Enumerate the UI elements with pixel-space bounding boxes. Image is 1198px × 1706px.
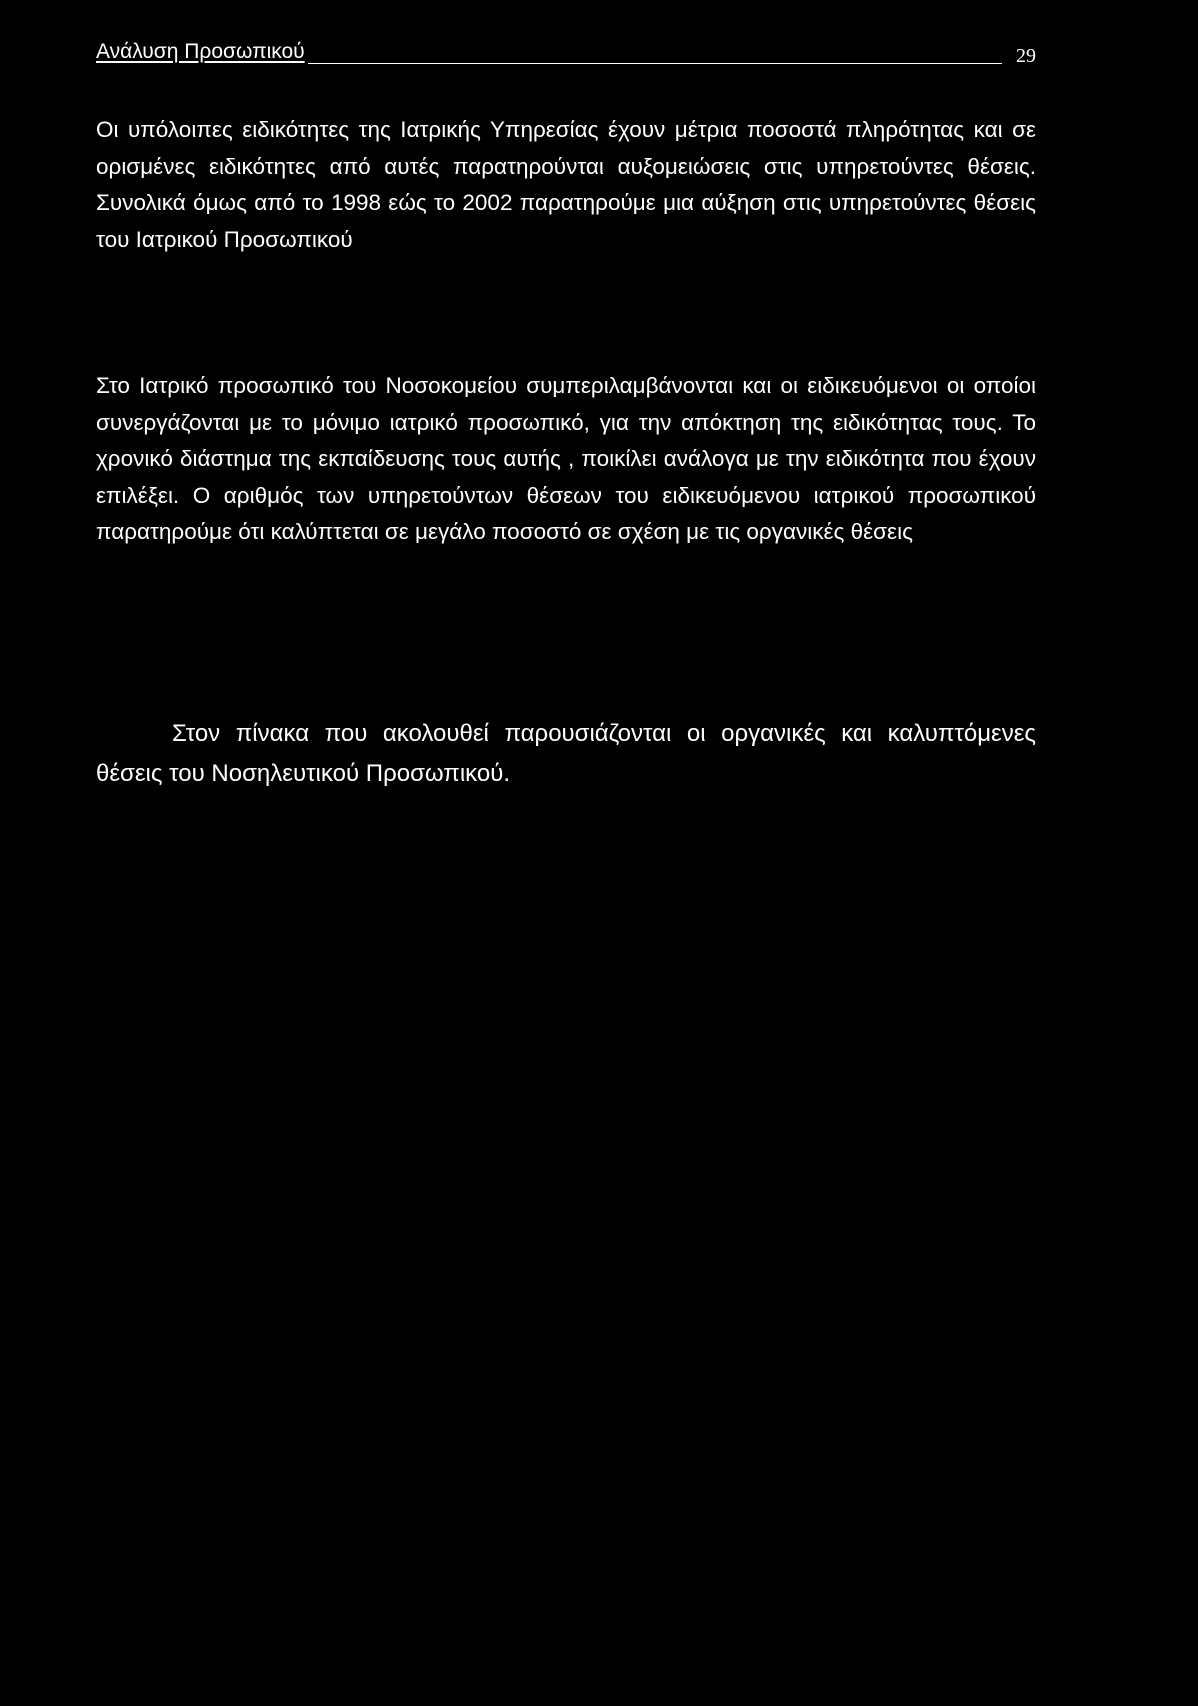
paragraph-specialties-summary: Οι υπόλοιπες ειδικότητες της Ιατρικής Υπηρεσίας έχουν μέτρια ποσοστά πληρότητας και σε ορισμένες ειδικότητες από αυτές παρατηρούνται αυξομειώσεις στις υπηρετούντες θέσεις. Συνολικά όμως από το 1998 εώς το 2002 παρατηρούμε μια αύξηση στις υπηρετούντες θέσεις του Ιατρικού Προσωπικού: [96, 117, 1036, 252]
page-header: [96, 40, 1036, 70]
header-rule: [308, 63, 1002, 64]
page-number: 29: [1016, 45, 1036, 67]
paragraph-table-intro: Στον πίνακα που ακολουθεί παρουσιάζονται οι οργανικές και καλυπτόμενες θέσεις του Νοσηλευτικού Προσωπικού.: [96, 720, 1036, 787]
header-title: Ανάλυση Προσωπικού: [96, 40, 305, 63]
paragraph-residents: Στο Ιατρικό προσωπικό του Νοσοκομείου συμπεριλαμβάνονται και οι ειδικευόμενοι οι οποίοι συνεργάζονται με το μόνιμο ιατρικό προσωπικό, για την απόκτηση της ειδικότητας τους. Το χρονικό διάστημα της εκπαίδευσης τους αυτής , ποικίλει ανάλογα με την ειδικότητα που έχουν επιλέξει. Ο αριθμός των υπηρετούντων θέσεων του ειδικευόμενου ιατρικού προσωπικού παρατηρούμε ότι καλύπτεται σε μεγάλο ποσοστό σε σχέση με τις οργανικές θέσεις: [96, 373, 1036, 544]
